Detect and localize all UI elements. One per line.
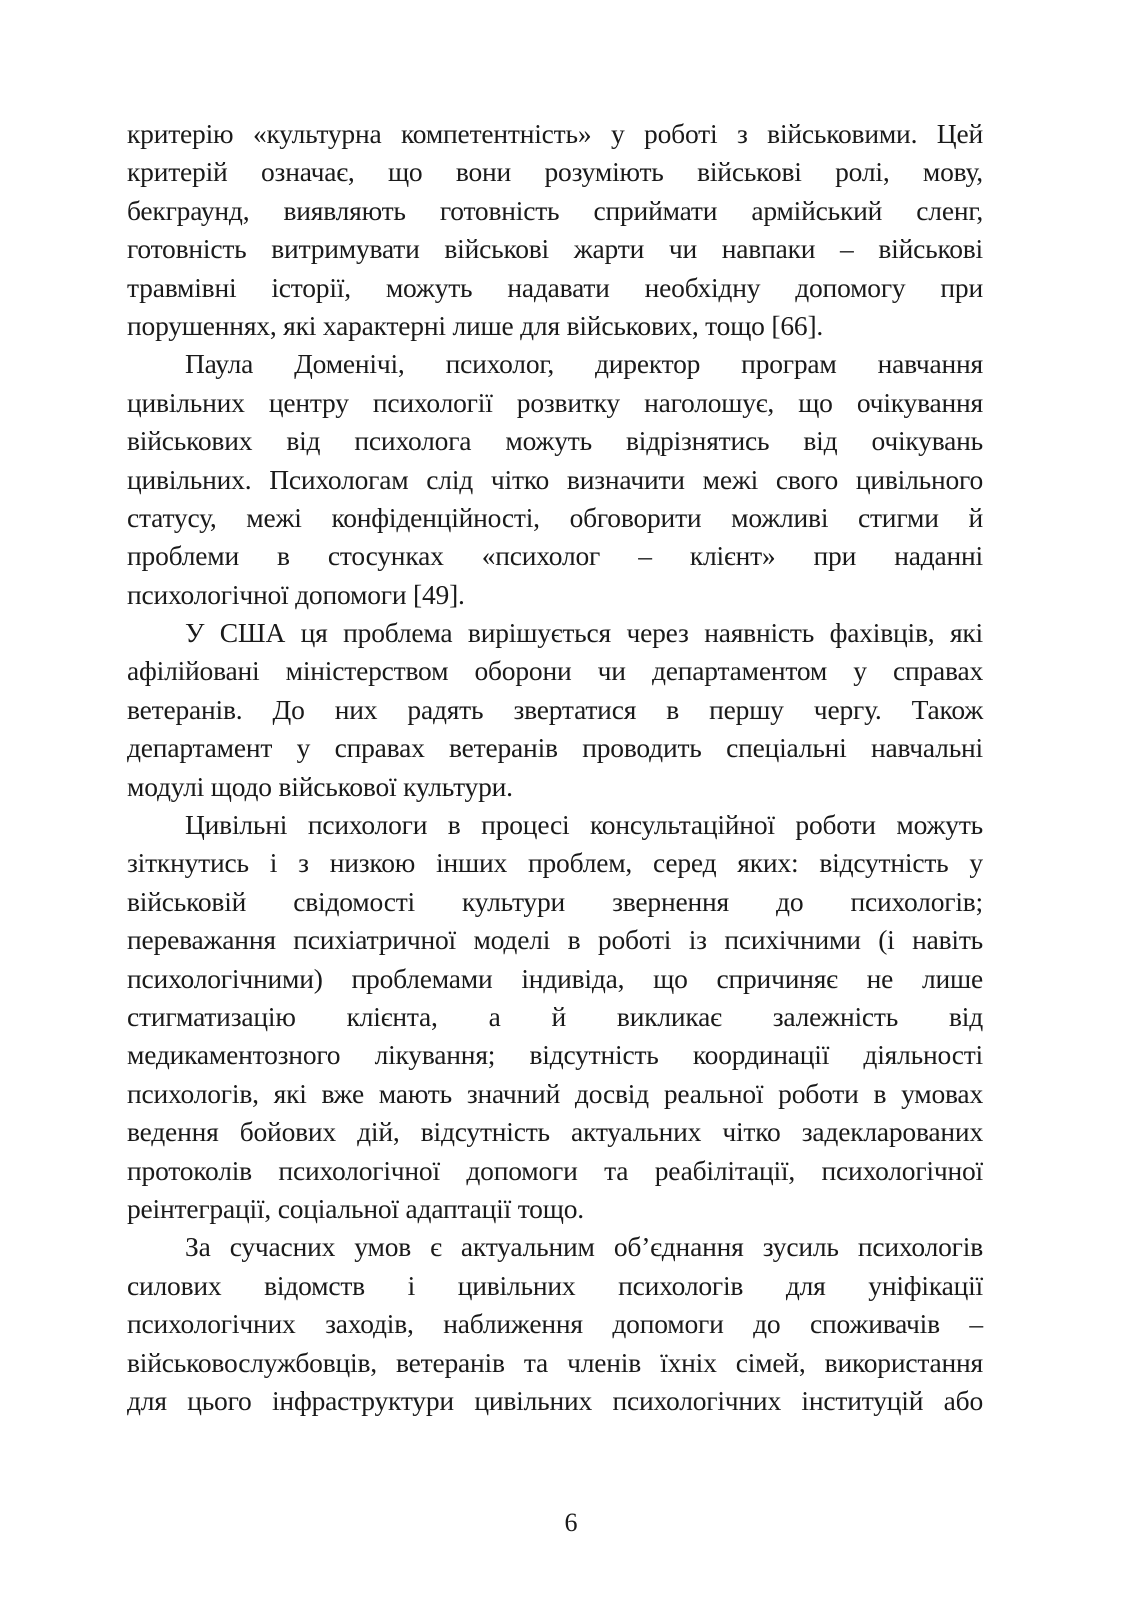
paragraph-3 <box>127 614 983 806</box>
text-line: силових відомств і цивільних психологів для уніфікації <box>127 1269 983 1301</box>
text-line: протоколів психологічної допомоги та реабілітації, психологічної <box>127 1154 983 1186</box>
text-line: військових від психолога можуть відрізнятись від очікувань <box>127 425 983 457</box>
text-line: афілійовані міністерством оборони чи департаментом у справах <box>127 655 983 687</box>
text-line: для цього інфраструктури цивільних психологічних інституцій або <box>127 1384 983 1416</box>
text-line: проблеми в стосунках «психолог – клієнт» при наданні <box>127 540 983 572</box>
paragraph-2 <box>127 345 983 614</box>
text-line: критерій означає, що вони розуміють військові ролі, мову, <box>127 156 983 188</box>
text-line: ветеранів. До них радять звертатися в першу чергу. Також <box>127 693 983 725</box>
text-line: медикаментозного лікування; відсутність координації діяльності <box>127 1039 983 1071</box>
text-line: критерію «культурна компетентність» у роботі з військовими. Цей <box>127 118 983 149</box>
text-line: Цивільні психологи в процесі консультаційної роботи можуть <box>185 809 983 841</box>
text-line: За сучасних умов є актуальним об’єднання зусиль психологів <box>185 1231 983 1263</box>
text-line: цивільних центру психології розвитку наголошує, що очікування <box>127 386 983 418</box>
text-line: бекграунд, виявляють готовність сприймати армійський сленг, <box>127 194 983 226</box>
text-line: У США ця проблема вирішується через наявність фахівців, які <box>185 617 983 649</box>
page-number: 6 <box>564 1508 578 1537</box>
text-line: військовій свідомості культури звернення до психологів; <box>127 885 983 917</box>
text-line: стигматизацію клієнта, а й викликає залежність від <box>127 1000 983 1032</box>
text-line: модулі щодо військової культури. <box>127 770 513 802</box>
document-page <box>127 115 983 1420</box>
paragraph-5 <box>127 1228 983 1420</box>
text-line: порушеннях, які характерні лише для військових, тощо [66]. <box>127 309 824 341</box>
text-line: психологічними) проблемами індивіда, що спричиняє не лише <box>127 962 983 994</box>
text-line: психологів, які вже мають значний досвід реальної роботи в умовах <box>127 1077 983 1109</box>
text-line: психологічної допомоги [49]. <box>127 578 465 610</box>
text-line: військовослужбовців, ветеранів та членів їхніх сімей, використання <box>127 1346 983 1378</box>
text-line: психологічних заходів, наближення допомоги до споживачів – <box>127 1308 983 1340</box>
text-line: переважання психіатричної моделі в роботі із психічними (і навіть <box>127 924 983 956</box>
text-line: реінтеграції, соціальної адаптації тощо. <box>127 1192 584 1224</box>
text-line: зіткнутись і з низкою інших проблем, серед яких: відсутність у <box>127 847 983 879</box>
text-line: готовність витримувати військові жарти чи навпаки – військові <box>127 233 983 265</box>
text-line: департамент у справах ветеранів проводить спеціальні навчальні <box>127 732 983 764</box>
text-line: цивільних. Психологам слід чітко визначити межі свого цивільного <box>127 463 983 495</box>
text-line: травмівні історії, можуть надавати необхідну допомогу при <box>127 271 983 303</box>
text-line: Паула Доменічі, психолог, директор програм навчання <box>185 348 983 380</box>
paragraph-4 <box>127 806 983 1228</box>
text-line: ведення бойових дій, відсутність актуальних чітко задекларованих <box>127 1116 983 1148</box>
paragraph-1 <box>127 115 983 345</box>
text-line: статусу, межі конфіденційності, обговорити можливі стигми й <box>127 501 983 533</box>
